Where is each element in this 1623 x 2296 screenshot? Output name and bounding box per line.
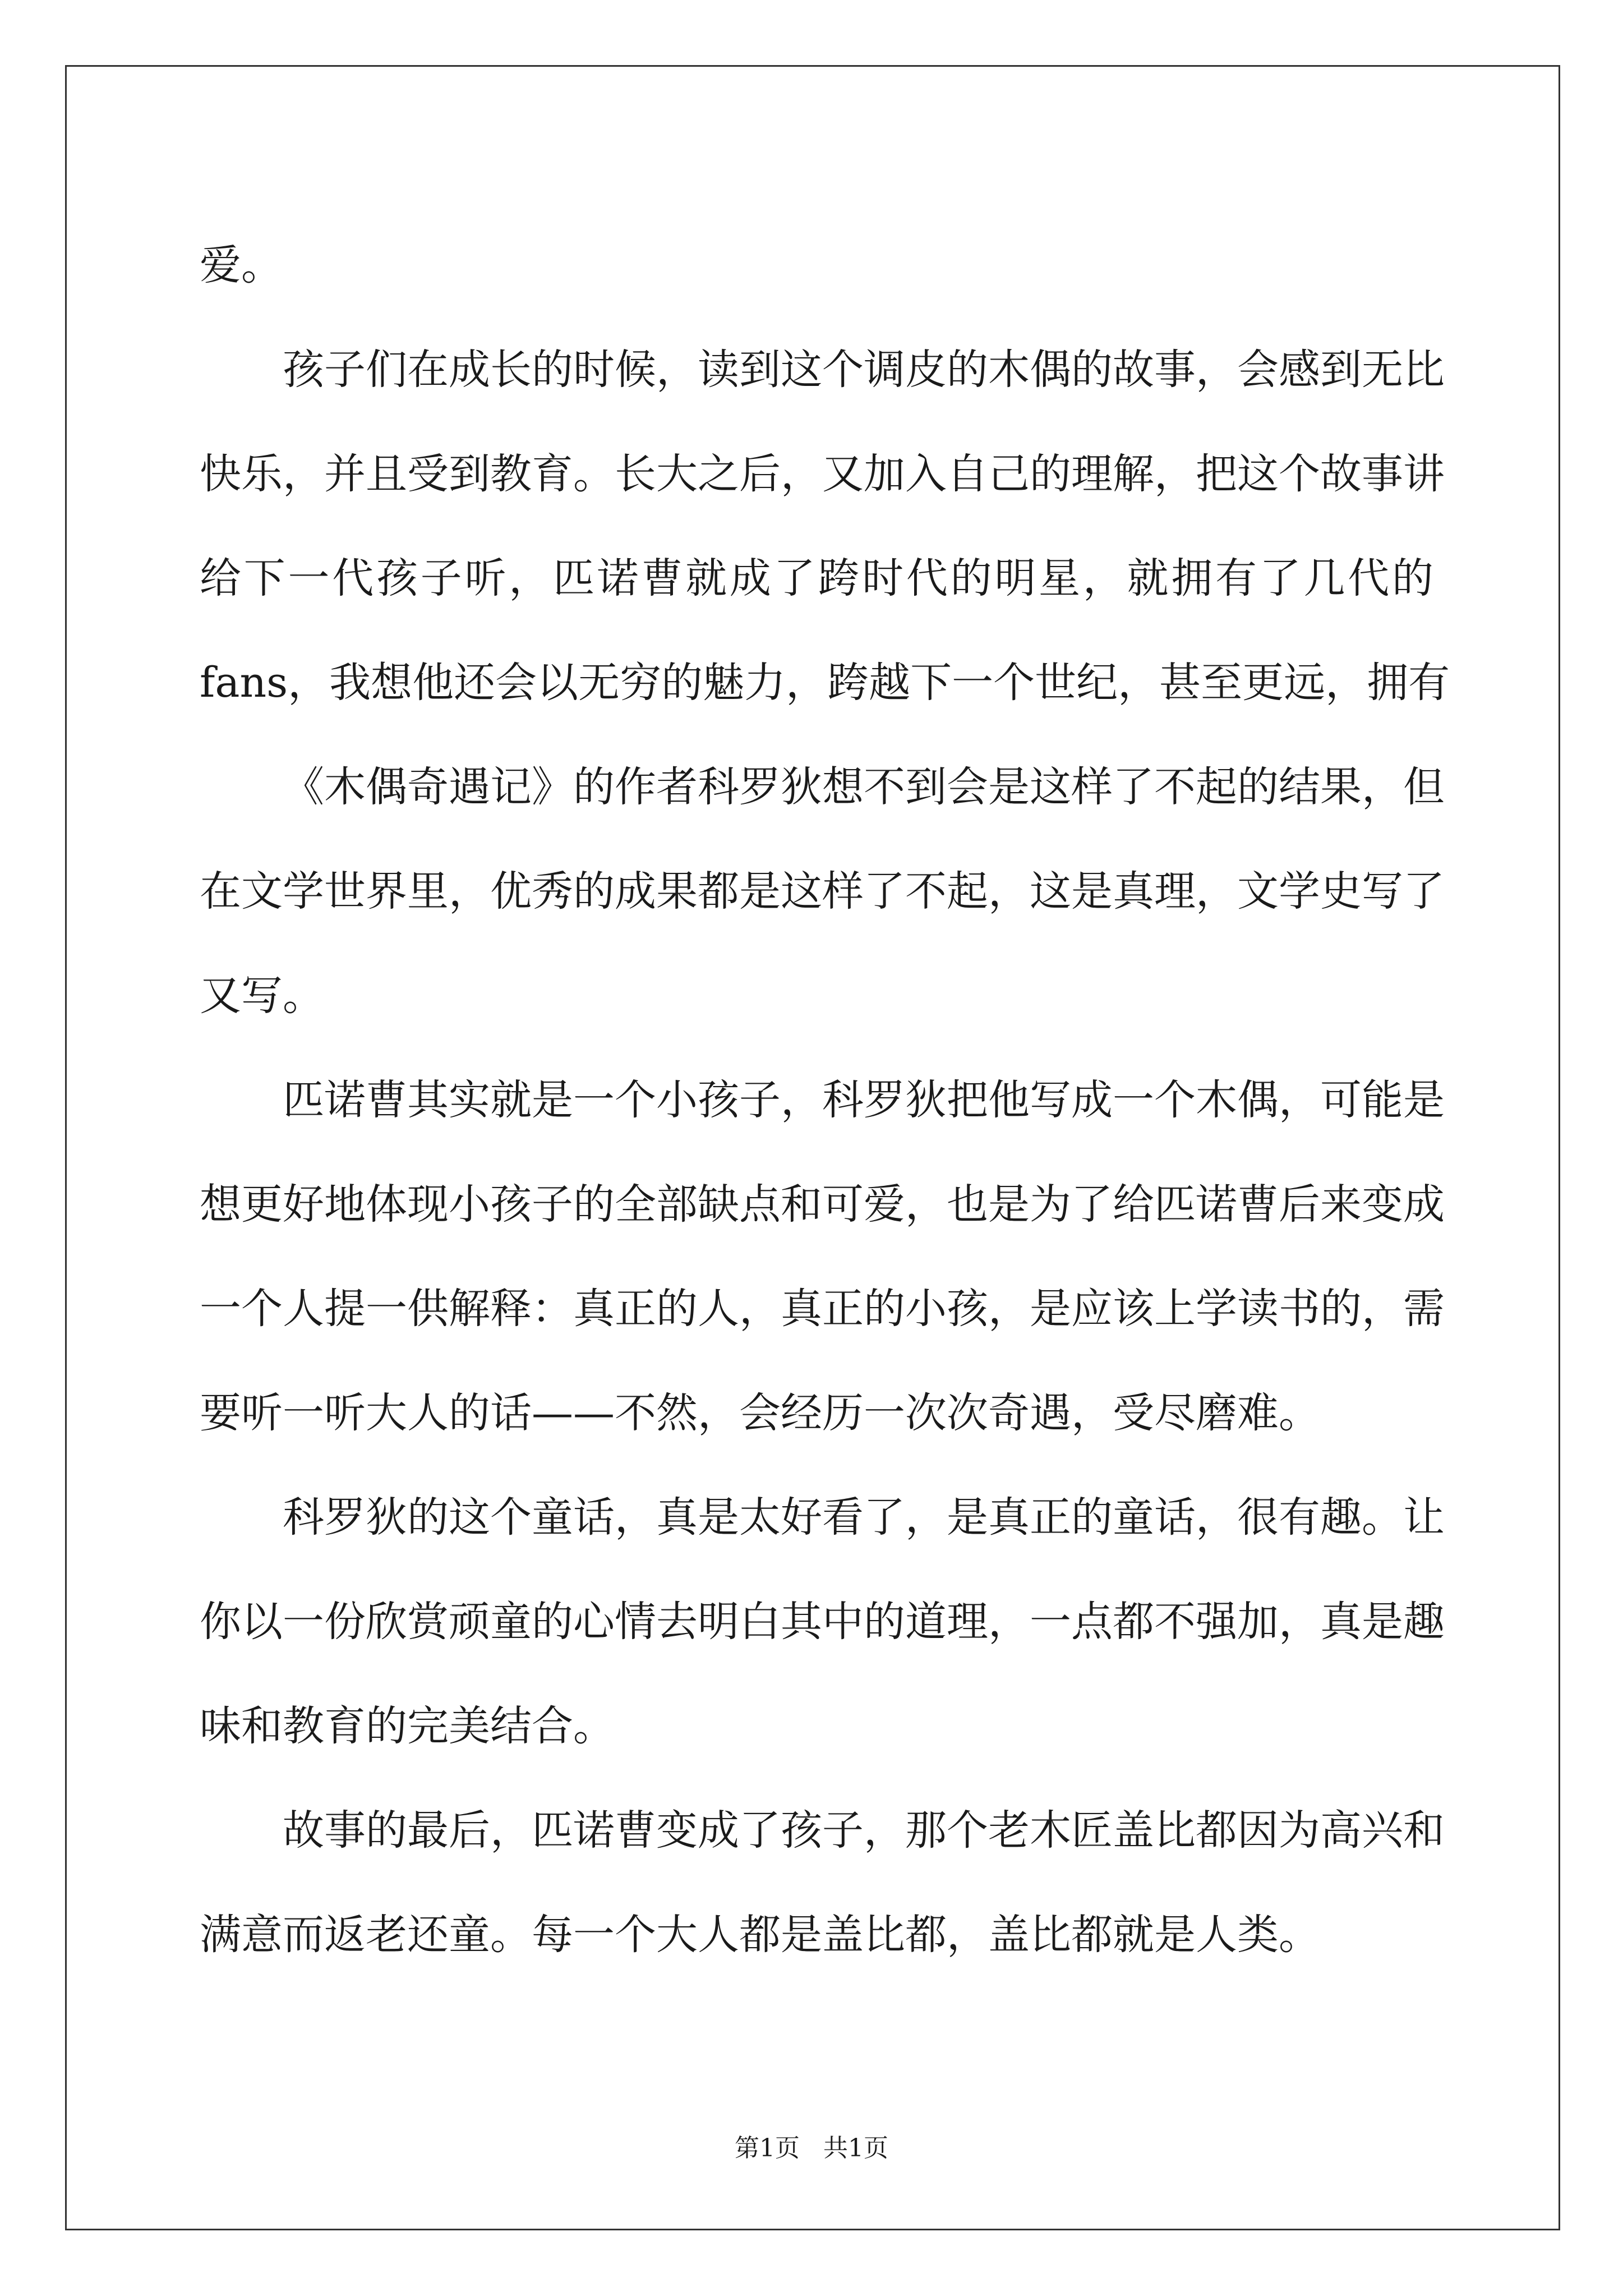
page-total: 共1页 (823, 2134, 888, 2162)
page-footer (0, 2132, 1623, 2165)
text-line: 匹诺曹其实就是一个小孩子，科罗狄把他写成一个木偶，可能是 (283, 1076, 1445, 1124)
text-line: 孩子们在成长的时候，读到这个调皮的木偶的故事，会感到无比 (283, 346, 1445, 394)
text-line: 爱。 (200, 241, 283, 289)
text-line: 味和教育的完美结合。 (200, 1702, 615, 1750)
text-line: fans，我想他还会以无穷的魅力，跨越下一个世纪，甚至更远，拥有 (200, 659, 1450, 707)
text-line: 快乐，并且受到教育。长大之后，又加入自己的理解，把这个故事讲 (200, 450, 1445, 498)
text-line: 给下一代孩子听，匹诺曹就成了跨时代的明星，就拥有了几代的 (200, 554, 1433, 602)
text-line: 故事的最后，匹诺曹变成了孩子，那个老木匠盖比都因为高兴和 (283, 1806, 1445, 1855)
text-line: 满意而返老还童。每一个大人都是盖比都，盖比都就是人类。 (200, 1911, 1320, 1959)
text-line: 科罗狄的这个童话，真是太好看了，是真正的童话，很有趣。让 (283, 1493, 1445, 1542)
text-line: 在文学世界里，优秀的成果都是这样了不起，这是真理，文学史写了 (200, 867, 1445, 915)
text-line: 一个人提一供解释：真正的人，真正的小孩，是应该上学读书的，需 (200, 1285, 1445, 1333)
page-number: 第1页 (735, 2134, 800, 2162)
text-line: 《木偶奇遇记》的作者科罗狄想不到会是这样了不起的结果，但 (283, 763, 1445, 811)
text-line: 要听一听大人的话——不然，会经历一次次奇遇，受尽磨难。 (200, 1389, 1320, 1437)
document-body (200, 213, 1450, 1987)
text-line: 又写。 (200, 972, 324, 1020)
text-line: 你以一份欣赏顽童的心情去明白其中的道理，一点都不强加，真是趣 (200, 1598, 1445, 1646)
text-line: 想更好地体现小孩子的全部缺点和可爱，也是为了给匹诺曹后来变成 (200, 1180, 1445, 1228)
